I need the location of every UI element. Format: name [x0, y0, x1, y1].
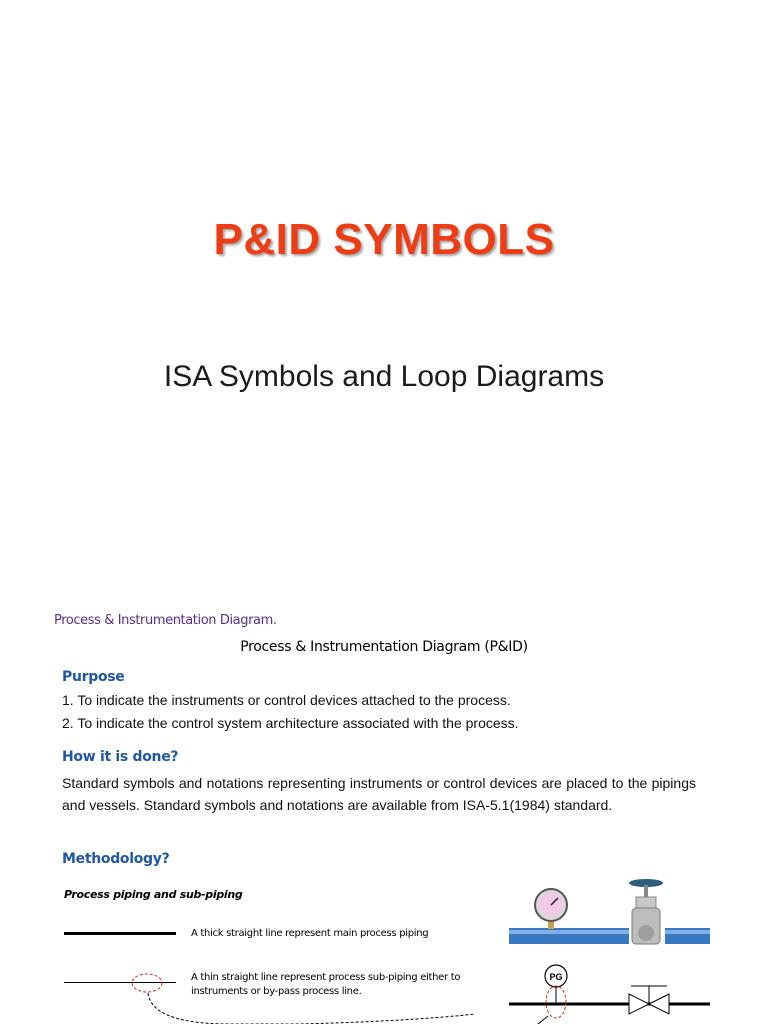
thick-line-description: A thick straight line represent main process piping: [191, 928, 429, 939]
gate-valve-icon: [629, 879, 663, 944]
pipe-left-highlight: [509, 930, 629, 934]
pressure-gauge-icon: [535, 889, 567, 929]
main-title: P&ID SYMBOLS: [213, 215, 555, 264]
purpose-item-2: 2. To indicate the control system architecture associated with the process.: [62, 715, 519, 731]
annotation-ellipse: [132, 974, 162, 992]
piping-label: Process piping and sub-piping: [64, 888, 243, 901]
purpose-item-1: 1. To indicate the instruments or control devices attached to the process.: [62, 692, 511, 708]
slide-title: Process & Instrumentation Diagram (P&ID): [240, 639, 528, 655]
annotation-curve: [148, 993, 475, 1024]
how-heading: How it is done?: [62, 749, 179, 765]
thin-line-description: A thin straight line represent process sub-piping either to instruments or by-pass process line.: [191, 972, 461, 997]
pg-leader: [538, 1016, 548, 1024]
how-body: Standard symbols and notations representing instruments or control devices are placed to the pipings and vessels. Standard symbols and notations are available from ISA-5.1(1984) standard.: [62, 775, 696, 813]
slide-heading: Process & Instrumentation Diagram.: [54, 613, 277, 628]
purpose-heading: Purpose: [62, 669, 125, 685]
pg-tag: PG: [549, 972, 563, 982]
valve-symbol-icon: [629, 986, 669, 1014]
pipe-right-highlight: [665, 930, 710, 934]
subtitle: ISA Symbols and Loop Diagrams: [163, 360, 605, 393]
methodology-heading: Methodology?: [62, 851, 170, 867]
